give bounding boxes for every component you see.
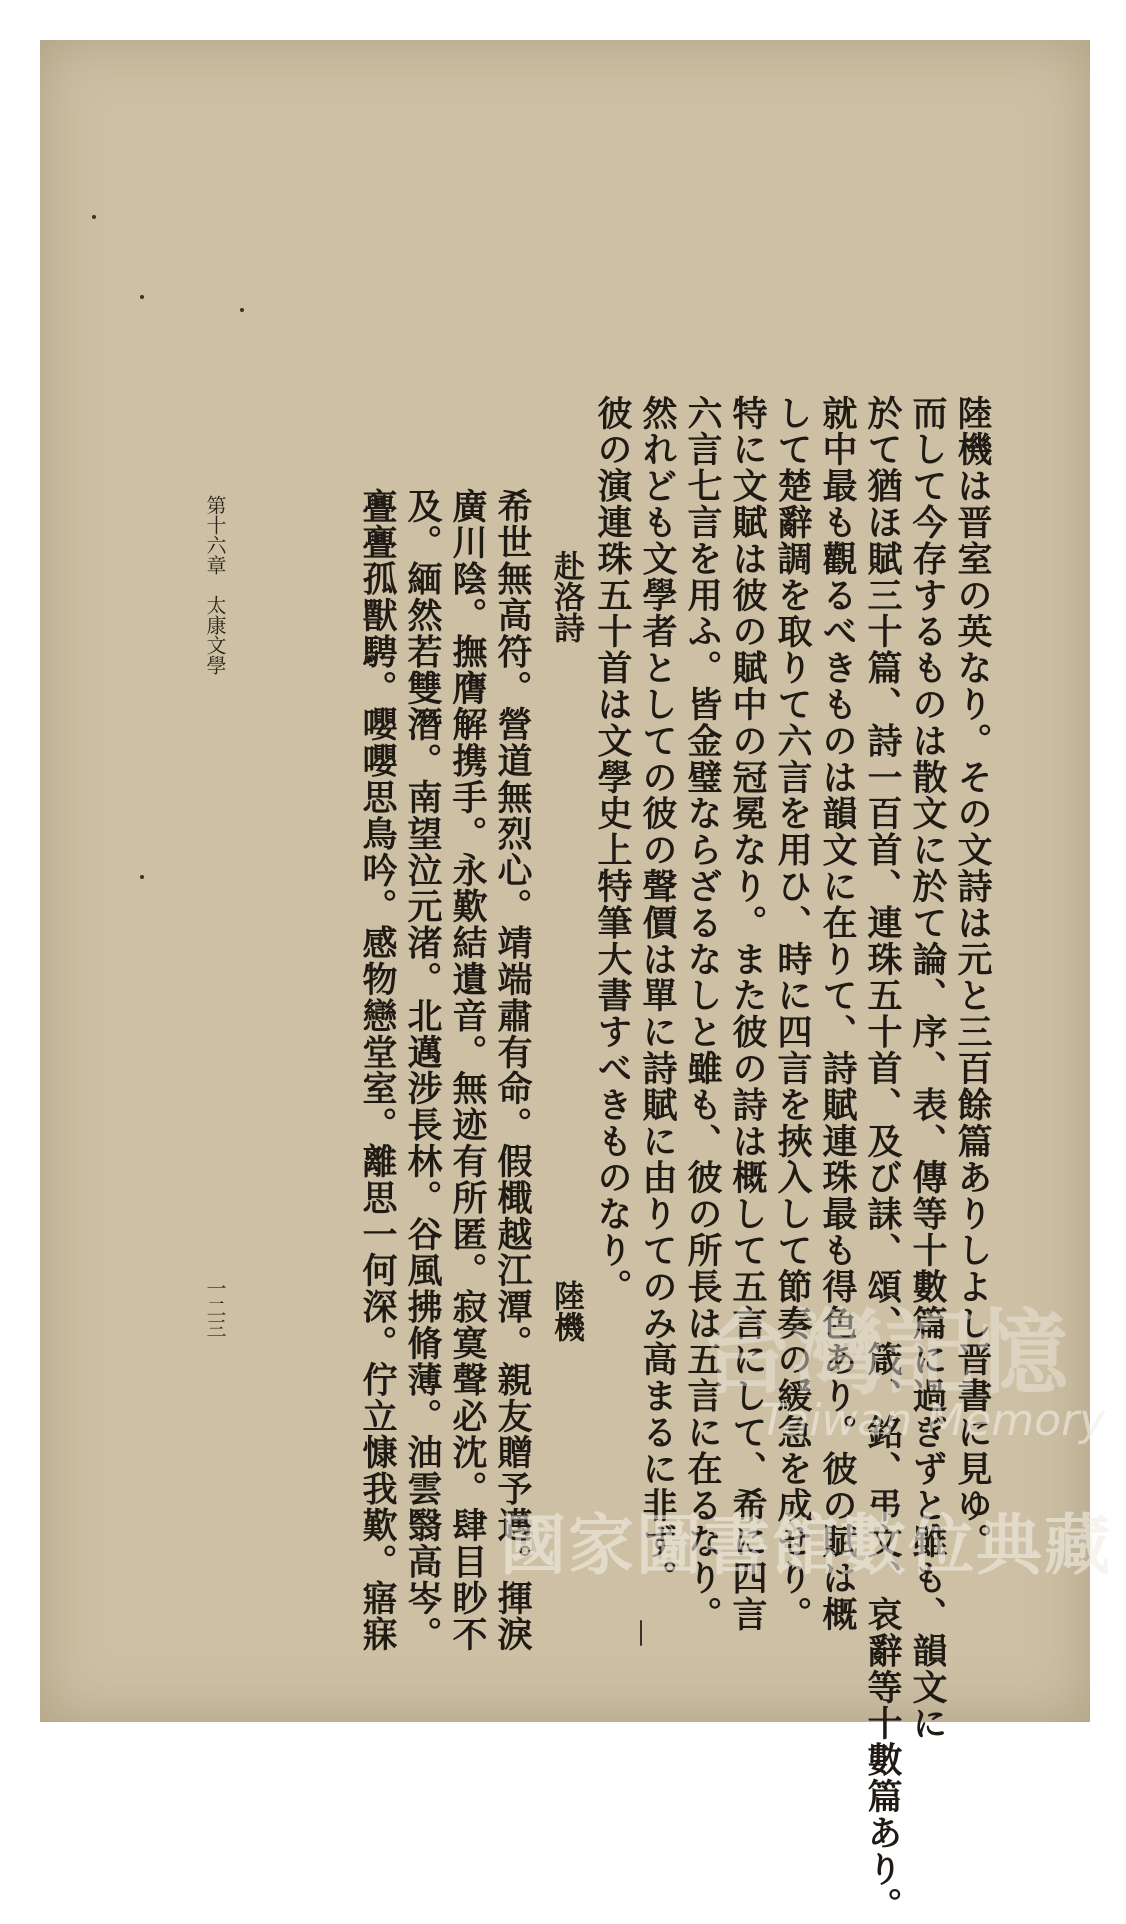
body-text-column: 然れども文學者としての彼の聲價は單に詩賦に由りてのみ高まるに非ず。 xyxy=(637,395,678,1597)
poem-line: 亹亹孤獸騁。嚶嚶思鳥吟。感物戀堂室。離思一何深。佇立慷我歎。寤寐 xyxy=(357,488,398,1653)
body-text-column: 於て猶ほ賦三十篇、詩一百首、連珠五十首、及び誄、頌、箴、銘、弔文、哀辭等十數篇あり。 xyxy=(862,395,903,1924)
poem-line: 及。緬然若雙潛。南望泣元渚。北邁涉長林。谷風拂脩薄。油雲翳高岑。 xyxy=(402,488,443,1653)
paper-speck xyxy=(92,215,96,219)
scanned-page xyxy=(40,40,1090,1924)
poem-title: 赴洛詩 xyxy=(548,550,584,643)
paper-speck xyxy=(240,308,244,312)
poem-line: 希世無高符。營道無烈心。靖端肅有命。假檝越江潭。親友贈予邁。揮淚 xyxy=(492,488,533,1653)
body-text-column: 而して今存するものは散文に於て論、序、表、傳等十數篇に過ぎずと雖も、韻文に xyxy=(907,395,948,1742)
body-text-column: 六言七言を用ふ。皆金璧ならざるなしと雖も、彼の所長は五言に在るなり。 xyxy=(682,395,723,1633)
body-text-column: 彼の演連珠五十首は文學史上特筆大書すべきものなり。 xyxy=(592,395,633,1305)
paper-speck xyxy=(640,1620,642,1646)
watermark-english: Taiwan Memory xyxy=(760,1395,1106,1446)
page-number: 一二三 xyxy=(203,1278,227,1338)
paper-speck xyxy=(140,295,144,299)
chapter-header: 第十六章 太康文學 xyxy=(203,495,227,675)
body-text-column: 陸機は晋室の英なり。その文詩は元と三百餘篇ありしよし晋書に見ゆ。 xyxy=(952,395,993,1560)
paper-speck xyxy=(140,875,144,879)
watermark-logo: 台灣記憶 xyxy=(700,1300,1069,1407)
poem-author: 陸機 xyxy=(548,1280,584,1342)
poem-line: 廣川陰。撫膺解携手。永歎結遺音。無迹有所匿。寂寞聲必沈。肆目眇不 xyxy=(447,488,488,1653)
watermark-chinese: 國家圖書館數位典藏 xyxy=(500,1507,1112,1584)
body-text-column: 特に文賦は彼の賦中の冠冕なり。また彼の詩は概して五言にして、希に四言 xyxy=(727,395,768,1633)
body-text-column: 就中最も觀るべきものは韻文に在りて、詩賦連珠最も得色あり。彼の賦は概 xyxy=(817,395,858,1633)
body-text-column: して楚辭調を取りて六言を用ひ、時に四言を挾入して節奏の緩急を成せり。 xyxy=(772,395,813,1633)
